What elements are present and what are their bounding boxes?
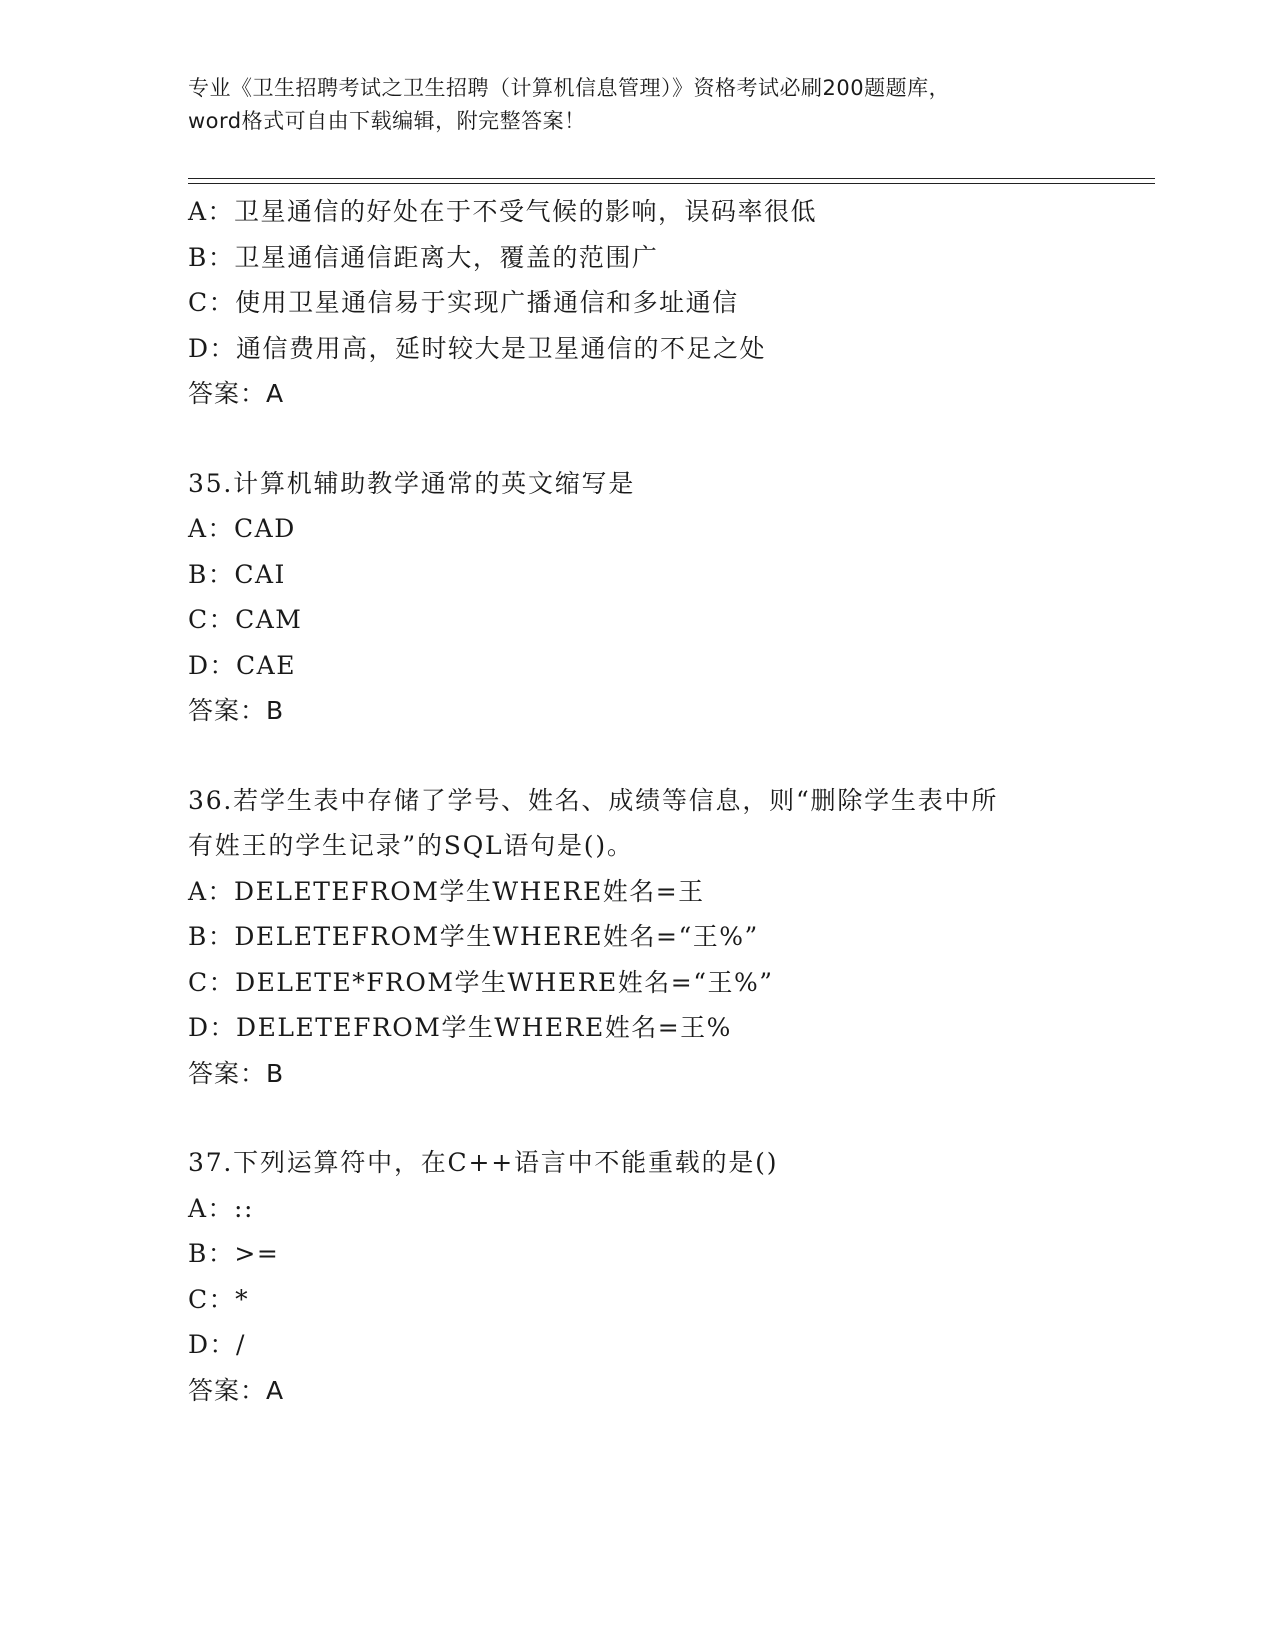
question-stem-line-1: 36.若学生表中存储了学号、姓名、成绩等信息，则“删除学生表中所 (188, 785, 999, 815)
question-stem: 35.计算机辅助教学通常的英文缩写是 (188, 468, 636, 498)
answer-line: 答案：B (188, 1058, 285, 1088)
option-a: A：:: (188, 1193, 254, 1223)
option-d: D：通信费用高，延时较大是卫星通信的不足之处 (188, 333, 767, 363)
option-d: D：CAE (188, 650, 296, 680)
header-rule-top (188, 178, 1155, 179)
option-c: C：CAM (188, 605, 303, 634)
option-a: A：CAD (188, 514, 296, 543)
option-c: C：使用卫星通信易于实现广播通信和多址通信 (188, 288, 739, 317)
option-c: C：* (188, 1284, 250, 1314)
option-d: D：/ (188, 1330, 246, 1359)
option-b: B：DELETEFROM学生WHERE姓名=“王%” (188, 922, 759, 951)
question-stem: 37.下列运算符中，在C++语言中不能重载的是() (188, 1148, 779, 1177)
option-c: C：DELETE*FROM学生WHERE姓名=“王%” (188, 967, 774, 997)
question-list (188, 189, 1088, 1413)
option-b: B：卫星通信通信距离大，覆盖的范围广 (188, 242, 659, 272)
option-b: B：>= (188, 1239, 280, 1268)
page-header (188, 72, 1088, 138)
question-stem-line-2: 有姓王的学生记录”的SQL语句是()。 (188, 831, 634, 860)
answer-line: 答案：A (188, 379, 285, 408)
option-a: A：卫星通信的好处在于不受气候的影响，误码率很低 (188, 197, 818, 226)
question-34-continued (188, 189, 1088, 417)
answer-line: 答案：B (188, 696, 285, 725)
question-35 (188, 461, 1088, 734)
option-a: A：DELETEFROM学生WHERE姓名=王 (188, 876, 705, 906)
header-line-2: word格式可自由下载编辑，附完整答案！ (188, 109, 586, 133)
question-36 (188, 778, 1088, 1097)
answer-line: 答案：A (188, 1375, 285, 1405)
header-rule-bottom (188, 183, 1155, 184)
option-d: D：DELETEFROM学生WHERE姓名=王% (188, 1013, 732, 1042)
question-37 (188, 1140, 1088, 1413)
header-line-1: 专业《卫生招聘考试之卫生招聘（计算机信息管理）》资格考试必刷200题题库， (188, 76, 951, 100)
option-b: B：CAI (188, 559, 286, 589)
